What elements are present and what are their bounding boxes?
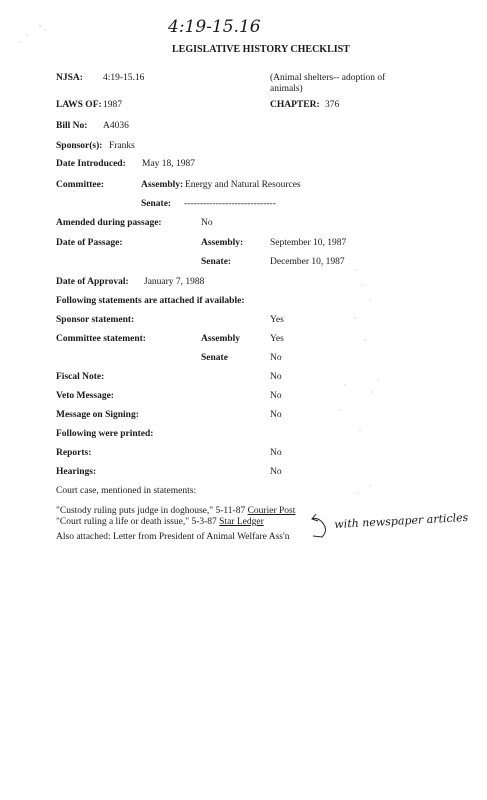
message-signing-label: Message on Signing: xyxy=(56,410,139,420)
sponsor-statement-label: Sponsor statement: xyxy=(56,315,135,325)
njsa-value: 4:19-15.16 xyxy=(103,73,145,83)
njsa-subject-line2: animals) xyxy=(270,84,303,94)
hearings-label: Hearings: xyxy=(56,467,97,477)
article-2-title: "Court ruling a life or death issue," 5-3-87 xyxy=(56,517,217,527)
committee-assembly-value: Energy and Natural Resources xyxy=(185,180,301,190)
veto-message-label: Veto Message: xyxy=(56,391,114,401)
article-2-source: Star Ledger xyxy=(219,517,264,527)
laws-of-label: LAWS OF: xyxy=(56,100,102,110)
committee-statement-assembly-label: Assembly xyxy=(201,334,241,344)
sponsor-statement-value: Yes xyxy=(270,315,284,325)
handwritten-arrow xyxy=(312,518,326,537)
date-introduced-value: May 18, 1987 xyxy=(142,159,196,169)
njsa-label: NJSA: xyxy=(56,73,83,83)
hearings-value: No xyxy=(270,467,282,477)
veto-message-value: No xyxy=(270,391,282,401)
laws-of-value: 1987 xyxy=(103,100,122,110)
approval-value: January 7, 1988 xyxy=(144,277,205,287)
reports-value: No xyxy=(270,448,282,458)
handwritten-arrowhead xyxy=(312,514,318,521)
committee-statement-assembly-value: Yes xyxy=(270,334,284,344)
passage-senate-label: Senate: xyxy=(201,257,232,267)
fiscal-note-value: No xyxy=(270,372,282,382)
handwritten-section-number: 4:19-15.16 xyxy=(168,17,261,37)
passage-label: Date of Passage: xyxy=(56,238,123,248)
bill-no-label: Bill No: xyxy=(56,121,88,131)
amended-value: No xyxy=(201,218,213,228)
chapter-value: 376 xyxy=(325,100,340,110)
passage-assembly-value: September 10, 1987 xyxy=(270,238,347,248)
bill-no-value: A4036 xyxy=(103,121,129,131)
article-1-source: Courier Post xyxy=(247,506,296,516)
message-signing-value: No xyxy=(270,410,282,420)
attached-header: Following statements are attached if available: xyxy=(56,296,245,306)
approval-label: Date of Approval: xyxy=(56,277,129,287)
date-introduced-label: Date Introduced: xyxy=(56,159,126,169)
passage-assembly-label: Assembly: xyxy=(201,238,244,248)
sponsors-label: Sponsor(s): xyxy=(56,141,103,151)
article-1-title: "Custody ruling puts judge in doghouse," 5-11-87 xyxy=(56,506,246,516)
committee-statement-senate-value: No xyxy=(270,353,282,363)
handwritten-note: with newspaper articles xyxy=(334,510,469,531)
page-title: LEGISLATIVE HISTORY CHECKLIST xyxy=(172,44,350,55)
amended-label: Amended during passage: xyxy=(56,218,162,228)
passage-senate-value: December 10, 1987 xyxy=(270,257,345,267)
committee-assembly-label: Assembly: xyxy=(141,180,184,190)
scan-speckles xyxy=(20,25,379,493)
sponsors-value: Franks xyxy=(109,141,135,151)
fiscal-note-label: Fiscal Note: xyxy=(56,372,105,382)
njsa-subject-line1: (Animal shelters-- adoption of xyxy=(270,73,386,83)
committee-statement-senate-label: Senate xyxy=(201,353,228,363)
chapter-label: CHAPTER: xyxy=(270,100,320,110)
reports-label: Reports: xyxy=(56,448,92,458)
committee-statement-label: Committee statement: xyxy=(56,334,146,344)
committee-senate-label: Senate: xyxy=(141,199,172,209)
printed-header: Following were printed: xyxy=(56,429,154,439)
committee-label: Committee: xyxy=(56,180,105,190)
court-case-text: Court case, mentioned in statements: xyxy=(56,486,197,496)
committee-senate-value: ----------------------------- xyxy=(184,199,276,209)
also-attached-text: Also attached: Letter from President of Animal Welfare Ass'n xyxy=(56,532,290,542)
